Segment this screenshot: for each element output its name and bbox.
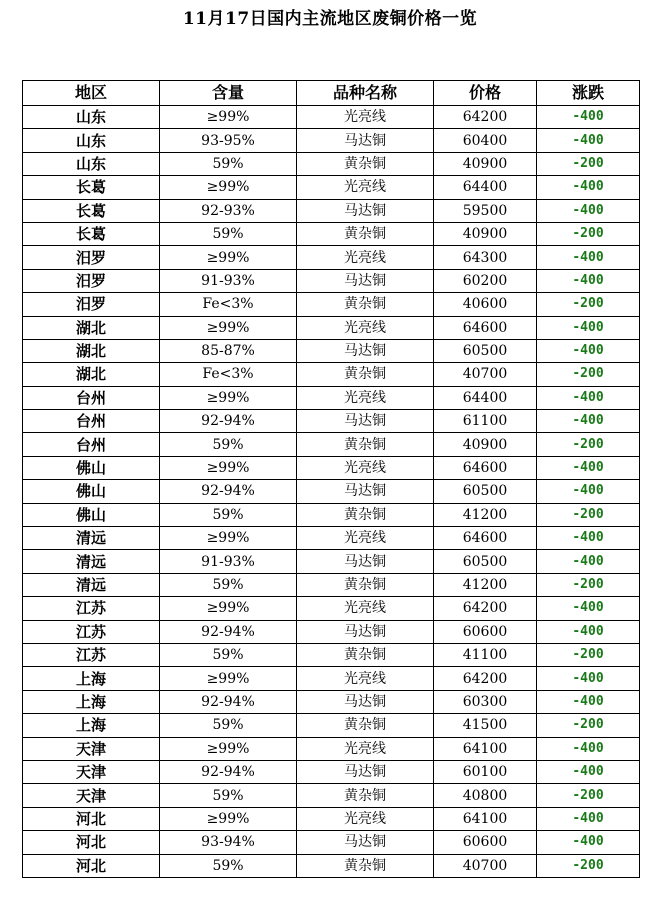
- cell-content: 92-94%: [160, 620, 297, 643]
- cell-variety: 黄杂铜: [297, 573, 434, 596]
- cell-region: 长葛: [23, 199, 160, 222]
- cell-change: -200: [537, 152, 640, 175]
- cell-variety: 马达铜: [297, 410, 434, 433]
- table-row: [23, 573, 640, 596]
- cell-content: 59%: [160, 573, 297, 596]
- cell-change: -400: [537, 410, 640, 433]
- cell-change: -400: [537, 667, 640, 690]
- cell-region: 清远: [23, 550, 160, 573]
- cell-variety: 光亮线: [297, 737, 434, 760]
- cell-variety: 光亮线: [297, 386, 434, 409]
- cell-region: 清远: [23, 527, 160, 550]
- cell-price: 64100: [434, 737, 537, 760]
- cell-price: 60500: [434, 480, 537, 503]
- table-row: [23, 550, 640, 573]
- cell-content: ≥99%: [160, 456, 297, 479]
- table-row: [23, 737, 640, 760]
- cell-change: -400: [537, 737, 640, 760]
- cell-variety: 光亮线: [297, 176, 434, 199]
- table-row: [23, 246, 640, 269]
- header-content: 含量: [160, 81, 297, 106]
- cell-content: ≥99%: [160, 737, 297, 760]
- cell-change: -200: [537, 293, 640, 316]
- cell-change: -400: [537, 316, 640, 339]
- table-row: [23, 269, 640, 292]
- cell-price: 60100: [434, 760, 537, 783]
- cell-variety: 马达铜: [297, 690, 434, 713]
- header-change: 涨跌: [537, 81, 640, 106]
- cell-change: -400: [537, 597, 640, 620]
- cell-price: 41100: [434, 643, 537, 666]
- cell-change: -400: [537, 620, 640, 643]
- cell-price: 41500: [434, 714, 537, 737]
- cell-content: 91-93%: [160, 269, 297, 292]
- cell-content: ≥99%: [160, 106, 297, 129]
- cell-change: -400: [537, 480, 640, 503]
- cell-region: 上海: [23, 690, 160, 713]
- cell-price: 64600: [434, 527, 537, 550]
- cell-content: 59%: [160, 714, 297, 737]
- cell-content: 93-95%: [160, 129, 297, 152]
- cell-variety: 光亮线: [297, 527, 434, 550]
- cell-variety: 光亮线: [297, 316, 434, 339]
- table-row: [23, 152, 640, 175]
- cell-region: 佛山: [23, 503, 160, 526]
- table-row: [23, 363, 640, 386]
- cell-price: 60500: [434, 550, 537, 573]
- cell-variety: 光亮线: [297, 456, 434, 479]
- cell-content: 92-94%: [160, 410, 297, 433]
- cell-change: -200: [537, 784, 640, 807]
- cell-content: ≥99%: [160, 807, 297, 830]
- table-row: [23, 620, 640, 643]
- table-row: [23, 433, 640, 456]
- cell-region: 江苏: [23, 620, 160, 643]
- cell-variety: 黄杂铜: [297, 222, 434, 245]
- cell-content: 92-94%: [160, 690, 297, 713]
- cell-price: 40600: [434, 293, 537, 316]
- cell-region: 台州: [23, 433, 160, 456]
- cell-region: 山东: [23, 152, 160, 175]
- cell-variety: 黄杂铜: [297, 714, 434, 737]
- cell-variety: 黄杂铜: [297, 152, 434, 175]
- cell-content: Fe<3%: [160, 363, 297, 386]
- cell-content: 92-93%: [160, 199, 297, 222]
- cell-content: ≥99%: [160, 246, 297, 269]
- cell-change: -400: [537, 527, 640, 550]
- cell-variety: 光亮线: [297, 597, 434, 620]
- cell-region: 河北: [23, 807, 160, 830]
- cell-region: 天津: [23, 760, 160, 783]
- cell-content: 59%: [160, 503, 297, 526]
- copper-price-table: [22, 80, 640, 878]
- cell-change: -200: [537, 433, 640, 456]
- cell-change: -400: [537, 106, 640, 129]
- cell-variety: 黄杂铜: [297, 643, 434, 666]
- cell-price: 64400: [434, 176, 537, 199]
- table-row: [23, 807, 640, 830]
- cell-region: 江苏: [23, 643, 160, 666]
- table-row: [23, 760, 640, 783]
- cell-content: 59%: [160, 643, 297, 666]
- cell-content: 91-93%: [160, 550, 297, 573]
- cell-change: -200: [537, 503, 640, 526]
- table-row: [23, 129, 640, 152]
- cell-region: 佛山: [23, 456, 160, 479]
- cell-change: -400: [537, 760, 640, 783]
- cell-change: -400: [537, 176, 640, 199]
- page-title: 11月17日国内主流地区废铜价格一览: [182, 9, 478, 29]
- table-row: [23, 222, 640, 245]
- table-row: [23, 316, 640, 339]
- cell-content: 59%: [160, 784, 297, 807]
- cell-change: -200: [537, 854, 640, 877]
- cell-price: 60500: [434, 339, 537, 362]
- cell-price: 61100: [434, 410, 537, 433]
- cell-region: 汨罗: [23, 293, 160, 316]
- cell-content: Fe<3%: [160, 293, 297, 316]
- cell-change: -400: [537, 456, 640, 479]
- cell-price: 60300: [434, 690, 537, 713]
- cell-content: ≥99%: [160, 316, 297, 339]
- cell-variety: 黄杂铜: [297, 784, 434, 807]
- cell-region: 长葛: [23, 222, 160, 245]
- cell-region: 天津: [23, 737, 160, 760]
- cell-content: ≥99%: [160, 527, 297, 550]
- cell-variety: 黄杂铜: [297, 293, 434, 316]
- cell-region: 山东: [23, 129, 160, 152]
- cell-change: -400: [537, 550, 640, 573]
- cell-variety: 马达铜: [297, 269, 434, 292]
- cell-region: 清远: [23, 573, 160, 596]
- cell-variety: 马达铜: [297, 339, 434, 362]
- cell-content: ≥99%: [160, 597, 297, 620]
- cell-region: 湖北: [23, 316, 160, 339]
- cell-change: -200: [537, 714, 640, 737]
- cell-change: -400: [537, 690, 640, 713]
- cell-price: 64200: [434, 667, 537, 690]
- cell-region: 河北: [23, 854, 160, 877]
- cell-price: 64300: [434, 246, 537, 269]
- cell-variety: 光亮线: [297, 667, 434, 690]
- table-row: [23, 643, 640, 666]
- cell-content: 92-94%: [160, 480, 297, 503]
- cell-change: -400: [537, 386, 640, 409]
- cell-price: 40900: [434, 222, 537, 245]
- cell-variety: 光亮线: [297, 106, 434, 129]
- cell-price: 60200: [434, 269, 537, 292]
- table-row: [23, 784, 640, 807]
- cell-price: 64200: [434, 106, 537, 129]
- table-row: [23, 597, 640, 620]
- cell-variety: 黄杂铜: [297, 433, 434, 456]
- cell-content: 59%: [160, 152, 297, 175]
- table-row: [23, 176, 640, 199]
- table-row: [23, 527, 640, 550]
- cell-region: 汨罗: [23, 269, 160, 292]
- cell-change: -400: [537, 199, 640, 222]
- cell-region: 山东: [23, 106, 160, 129]
- cell-price: 60600: [434, 831, 537, 854]
- cell-variety: 光亮线: [297, 807, 434, 830]
- table-row: [23, 667, 640, 690]
- cell-region: 天津: [23, 784, 160, 807]
- cell-variety: 马达铜: [297, 129, 434, 152]
- cell-price: 40700: [434, 854, 537, 877]
- header-variety: 品种名称: [297, 81, 434, 106]
- cell-region: 湖北: [23, 339, 160, 362]
- cell-price: 41200: [434, 573, 537, 596]
- cell-price: 64600: [434, 456, 537, 479]
- table-header-row: [23, 81, 640, 106]
- cell-content: ≥99%: [160, 667, 297, 690]
- cell-content: 92-94%: [160, 760, 297, 783]
- cell-variety: 黄杂铜: [297, 363, 434, 386]
- cell-change: -200: [537, 643, 640, 666]
- table-row: [23, 480, 640, 503]
- table-row: [23, 456, 640, 479]
- cell-change: -200: [537, 573, 640, 596]
- cell-content: 85-87%: [160, 339, 297, 362]
- cell-price: 60600: [434, 620, 537, 643]
- cell-variety: 光亮线: [297, 246, 434, 269]
- cell-price: 60400: [434, 129, 537, 152]
- cell-region: 上海: [23, 714, 160, 737]
- cell-change: -400: [537, 246, 640, 269]
- cell-change: -400: [537, 339, 640, 362]
- cell-change: -400: [537, 831, 640, 854]
- cell-change: -200: [537, 222, 640, 245]
- cell-content: 93-94%: [160, 831, 297, 854]
- cell-content: 59%: [160, 854, 297, 877]
- cell-region: 台州: [23, 386, 160, 409]
- cell-variety: 马达铜: [297, 620, 434, 643]
- cell-price: 64200: [434, 597, 537, 620]
- cell-content: 59%: [160, 433, 297, 456]
- table-row: [23, 106, 640, 129]
- cell-price: 59500: [434, 199, 537, 222]
- cell-variety: 黄杂铜: [297, 854, 434, 877]
- cell-region: 江苏: [23, 597, 160, 620]
- table-row: [23, 293, 640, 316]
- cell-price: 64400: [434, 386, 537, 409]
- cell-price: 64100: [434, 807, 537, 830]
- cell-region: 长葛: [23, 176, 160, 199]
- cell-region: 汨罗: [23, 246, 160, 269]
- cell-change: -400: [537, 807, 640, 830]
- cell-price: 64600: [434, 316, 537, 339]
- cell-variety: 马达铜: [297, 480, 434, 503]
- table-row: [23, 410, 640, 433]
- table-body: [23, 106, 640, 878]
- cell-content: ≥99%: [160, 386, 297, 409]
- cell-region: 上海: [23, 667, 160, 690]
- cell-change: -400: [537, 129, 640, 152]
- header-region: 地区: [23, 81, 160, 106]
- cell-price: 40800: [434, 784, 537, 807]
- table-row: [23, 690, 640, 713]
- cell-variety: 马达铜: [297, 550, 434, 573]
- cell-price: 40700: [434, 363, 537, 386]
- cell-variety: 马达铜: [297, 199, 434, 222]
- cell-content: 59%: [160, 222, 297, 245]
- cell-region: 湖北: [23, 363, 160, 386]
- cell-change: -200: [537, 363, 640, 386]
- cell-price: 41200: [434, 503, 537, 526]
- table-row: [23, 854, 640, 877]
- cell-variety: 马达铜: [297, 831, 434, 854]
- cell-region: 台州: [23, 410, 160, 433]
- cell-change: -400: [537, 269, 640, 292]
- table-row: [23, 199, 640, 222]
- table-row: [23, 503, 640, 526]
- table-row: [23, 831, 640, 854]
- cell-price: 40900: [434, 433, 537, 456]
- table-row: [23, 386, 640, 409]
- table-row: [23, 714, 640, 737]
- cell-variety: 黄杂铜: [297, 503, 434, 526]
- table-row: [23, 339, 640, 362]
- header-price: 价格: [434, 81, 537, 106]
- cell-price: 40900: [434, 152, 537, 175]
- cell-content: ≥99%: [160, 176, 297, 199]
- cell-region: 佛山: [23, 480, 160, 503]
- cell-region: 河北: [23, 831, 160, 854]
- cell-variety: 马达铜: [297, 760, 434, 783]
